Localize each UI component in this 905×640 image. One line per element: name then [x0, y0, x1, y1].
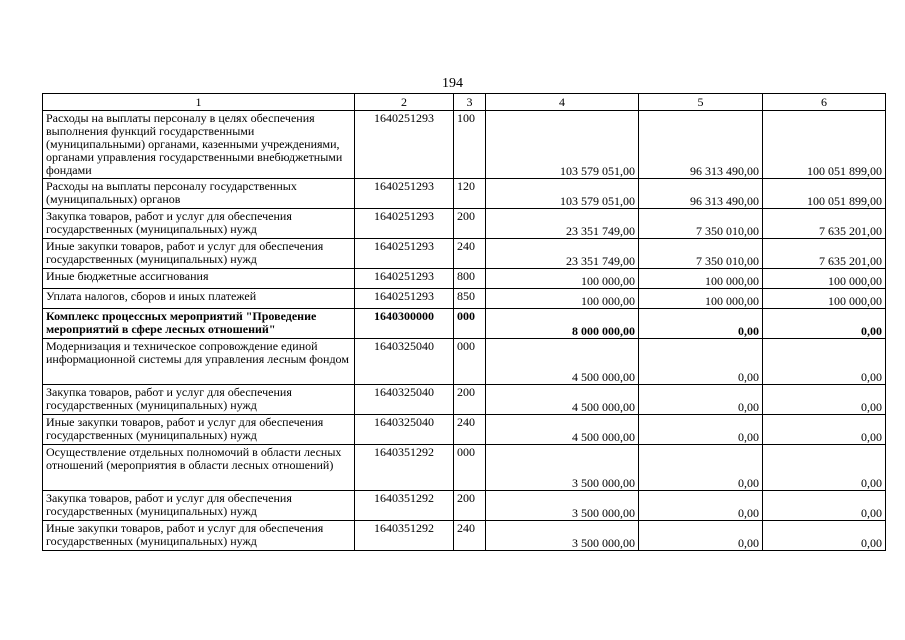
row-value-col4-cell: 4 500 000,00: [486, 415, 639, 445]
row-code-cell: 1640251293: [355, 179, 454, 209]
table-row: [43, 209, 886, 239]
table-row: [43, 385, 886, 415]
row-code-cell: 1640251293: [355, 289, 454, 309]
header-cell-4: 4: [486, 94, 639, 111]
row-type-cell: 000: [454, 339, 486, 385]
row-name-cell: Расходы на выплаты персоналу в целях обеспечения выполнения функций государственными (муниципальными) органами, казенными учреждениями, органами управления государственными внебюджетными фондами: [43, 111, 355, 179]
row-name-cell: Иные закупки товаров, работ и услуг для обеспечения государственных (муниципальных) нужд: [43, 521, 355, 551]
table-row: [43, 239, 886, 269]
row-value-col5-cell: 0,00: [639, 309, 763, 339]
row-name-cell: Иные бюджетные ассигнования: [43, 269, 355, 289]
row-value-col5-cell: 0,00: [639, 385, 763, 415]
row-value-col4-cell: 3 500 000,00: [486, 521, 639, 551]
row-code-cell: 1640251293: [355, 269, 454, 289]
row-type-cell: 000: [454, 445, 486, 491]
header-cell-5: 5: [639, 94, 763, 111]
row-type-cell: 120: [454, 179, 486, 209]
row-type-cell: 240: [454, 521, 486, 551]
row-value-col6-cell: 0,00: [763, 385, 886, 415]
row-value-col6-cell: 100 051 899,00: [763, 179, 886, 209]
row-value-col6-cell: 100 000,00: [763, 289, 886, 309]
row-value-col5-cell: 0,00: [639, 339, 763, 385]
row-value-col6-cell: 0,00: [763, 491, 886, 521]
row-name-cell: Модернизация и техническое сопровождение единой информационной системы для управления лесным фондом: [43, 339, 355, 385]
budget-table: [42, 93, 886, 551]
row-value-col6-cell: 7 635 201,00: [763, 239, 886, 269]
row-code-cell: 1640300000: [355, 309, 454, 339]
row-type-cell: 240: [454, 239, 486, 269]
table-row: [43, 111, 886, 179]
row-value-col6-cell: 100 000,00: [763, 269, 886, 289]
row-value-col6-cell: 7 635 201,00: [763, 209, 886, 239]
table-row: [43, 445, 886, 491]
row-type-cell: 800: [454, 269, 486, 289]
row-type-cell: 240: [454, 415, 486, 445]
header-cell-1: 1: [43, 94, 355, 111]
row-value-col6-cell: 0,00: [763, 521, 886, 551]
table-row: [43, 415, 886, 445]
row-name-cell: Иные закупки товаров, работ и услуг для обеспечения государственных (муниципальных) нужд: [43, 239, 355, 269]
row-value-col4-cell: 103 579 051,00: [486, 179, 639, 209]
row-value-col4-cell: 23 351 749,00: [486, 239, 639, 269]
row-value-col5-cell: 0,00: [639, 415, 763, 445]
row-value-col4-cell: 100 000,00: [486, 289, 639, 309]
page-number: 194: [442, 76, 463, 91]
row-type-cell: 200: [454, 385, 486, 415]
row-value-col5-cell: 96 313 490,00: [639, 111, 763, 179]
row-code-cell: 1640325040: [355, 339, 454, 385]
header-row: [43, 94, 886, 111]
row-value-col5-cell: 0,00: [639, 521, 763, 551]
table-row: [43, 289, 886, 309]
row-value-col4-cell: 3 500 000,00: [486, 445, 639, 491]
row-name-cell: Закупка товаров, работ и услуг для обеспечения государственных (муниципальных) нужд: [43, 209, 355, 239]
row-code-cell: 1640351292: [355, 445, 454, 491]
row-code-cell: 1640325040: [355, 415, 454, 445]
row-value-col5-cell: 100 000,00: [639, 269, 763, 289]
row-value-col4-cell: 100 000,00: [486, 269, 639, 289]
row-value-col5-cell: 7 350 010,00: [639, 209, 763, 239]
header-cell-6: 6: [763, 94, 886, 111]
row-type-cell: 100: [454, 111, 486, 179]
row-name-cell: Уплата налогов, сборов и иных платежей: [43, 289, 355, 309]
row-code-cell: 1640251293: [355, 111, 454, 179]
table-row: [43, 309, 886, 339]
row-value-col5-cell: 7 350 010,00: [639, 239, 763, 269]
row-type-cell: 850: [454, 289, 486, 309]
row-value-col6-cell: 0,00: [763, 445, 886, 491]
row-value-col6-cell: 100 051 899,00: [763, 111, 886, 179]
row-name-cell: Закупка товаров, работ и услуг для обеспечения государственных (муниципальных) нужд: [43, 385, 355, 415]
row-value-col4-cell: 103 579 051,00: [486, 111, 639, 179]
row-name-cell: Осуществление отдельных полномочий в области лесных отношений (мероприятия в области лесных отношений): [43, 445, 355, 491]
row-code-cell: 1640351292: [355, 521, 454, 551]
row-value-col4-cell: 8 000 000,00: [486, 309, 639, 339]
header-cell-3: 3: [454, 94, 486, 111]
row-value-col4-cell: 4 500 000,00: [486, 385, 639, 415]
row-value-col6-cell: 0,00: [763, 415, 886, 445]
row-name-cell: Закупка товаров, работ и услуг для обеспечения государственных (муниципальных) нужд: [43, 491, 355, 521]
row-value-col4-cell: 3 500 000,00: [486, 491, 639, 521]
row-code-cell: 1640325040: [355, 385, 454, 415]
row-type-cell: 200: [454, 209, 486, 239]
row-code-cell: 1640251293: [355, 209, 454, 239]
row-name-cell: Комплекс процессных мероприятий "Проведение мероприятий в сфере лесных отношений": [43, 309, 355, 339]
row-type-cell: 000: [454, 309, 486, 339]
row-name-cell: Иные закупки товаров, работ и услуг для обеспечения государственных (муниципальных) нужд: [43, 415, 355, 445]
row-name-cell: Расходы на выплаты персоналу государственных (муниципальных) органов: [43, 179, 355, 209]
header-cell-2: 2: [355, 94, 454, 111]
row-type-cell: 200: [454, 491, 486, 521]
table-row: [43, 521, 886, 551]
row-value-col6-cell: 0,00: [763, 339, 886, 385]
table-row: [43, 339, 886, 385]
table-body: [43, 111, 886, 551]
row-value-col4-cell: 23 351 749,00: [486, 209, 639, 239]
row-value-col5-cell: 96 313 490,00: [639, 179, 763, 209]
table-row: [43, 491, 886, 521]
row-value-col5-cell: 100 000,00: [639, 289, 763, 309]
row-value-col5-cell: 0,00: [639, 445, 763, 491]
row-value-col4-cell: 4 500 000,00: [486, 339, 639, 385]
table-row: [43, 179, 886, 209]
table-row: [43, 269, 886, 289]
row-value-col6-cell: 0,00: [763, 309, 886, 339]
row-code-cell: 1640351292: [355, 491, 454, 521]
row-value-col5-cell: 0,00: [639, 491, 763, 521]
row-code-cell: 1640251293: [355, 239, 454, 269]
